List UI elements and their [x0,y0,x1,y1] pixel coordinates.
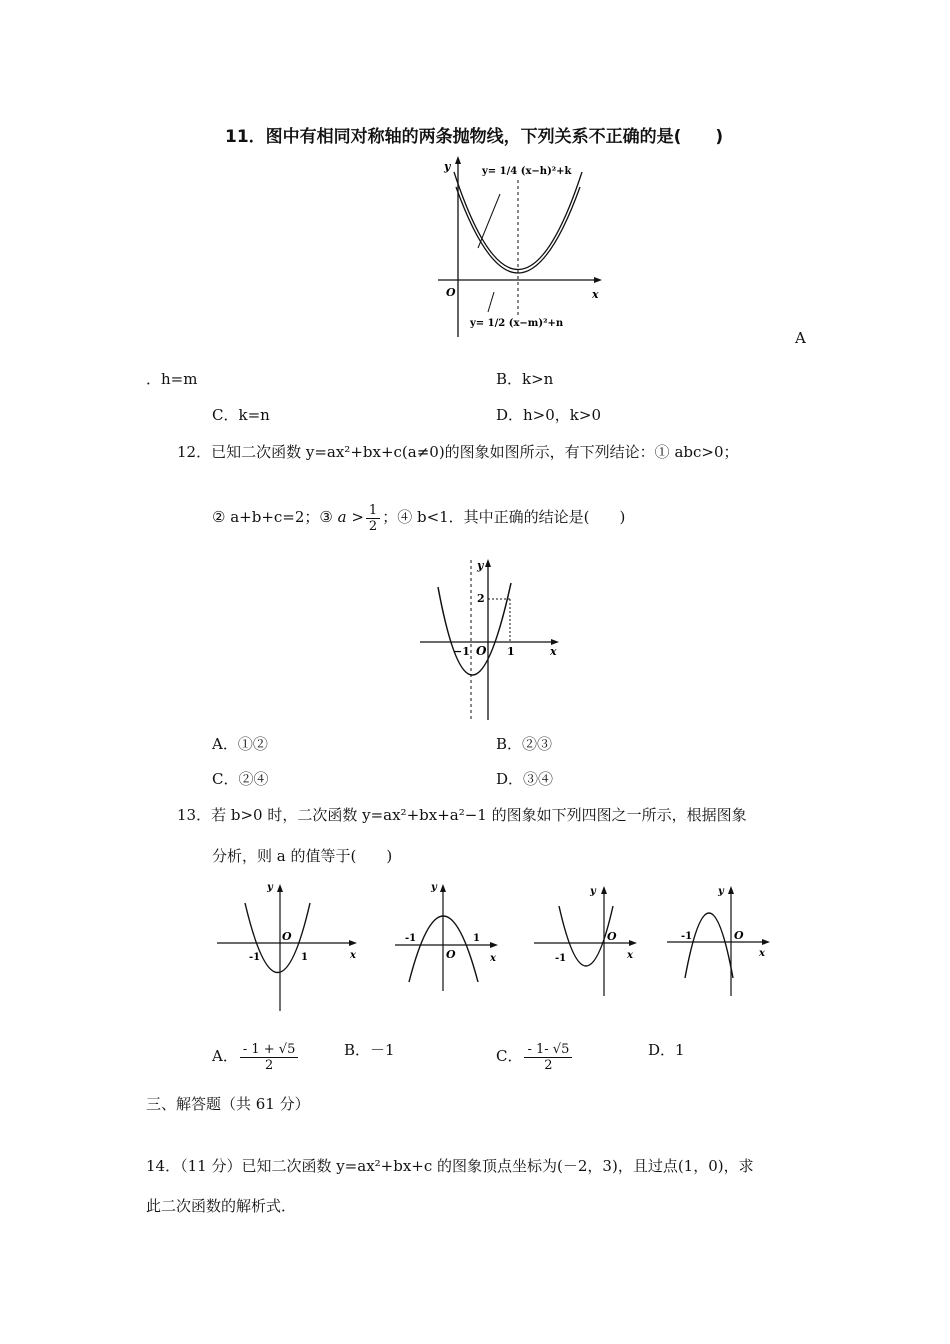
q12-figure [415,555,565,725]
q13-g4-x-label: x [759,948,765,959]
q13-option-d: D．1 [648,1041,685,1059]
q14-line1: 14．（11 分）已知二次函数 y=ax²+bx+c 的图象顶点坐标为(－2，3)，且过点(1，0)，求 [146,1157,754,1175]
q11-figure [428,152,608,342]
q13-option-c [496,1039,574,1073]
q12-fraction [366,503,380,534]
q13-g3-neg1: -1 [555,953,567,964]
q13-option-a-num: - 1 + √5 [240,1042,299,1058]
q13-g2-neg1: -1 [405,933,417,944]
q12-origin-label: O [476,644,487,658]
q13-option-a-fraction [240,1042,299,1073]
q13-g2-x-label: x [490,953,496,964]
q11-stem: 11．图中有相同对称轴的两条抛物线，下列关系不正确的是( ) [225,127,724,147]
q13-g3-origin: O [607,930,617,943]
q12-option-a: A．①② [212,735,268,753]
q13-graph-2 [393,876,503,996]
q12-label-neg1: −1 [453,645,470,658]
q12-line1: 12．已知二次函数 y=ax²+bx+c(a≠0)的图象如图所示，有下列结论：① abc>0； [177,443,739,461]
q13-graph-3 [532,876,642,1001]
q11-origin-label: O [446,286,456,299]
q13-option-c-num: - 1- √5 [524,1042,572,1058]
q13-line2: 分析，则 a 的值等于( ) [212,847,393,865]
q12-label-1: 1 [507,645,515,658]
q13-option-c-den: 2 [544,1057,553,1073]
q13-option-a [212,1039,300,1073]
q11-curve2-label: y= 1/2 (x−m)²+n [470,318,564,329]
q11-option-c: C．k=n [212,406,270,424]
q13-g4-origin: O [734,929,744,942]
q12-line2-part1: ② a+b+c=2；③ [212,508,333,526]
q11-option-b: B．k>n [496,370,554,388]
q11-y-label: y [444,160,451,173]
q12-fraction-num: 1 [366,503,380,519]
q13-option-c-letter: C． [496,1047,523,1065]
q14-line2: 此二次函数的解析式． [146,1197,297,1215]
q13-g1-pos1: 1 [301,952,308,963]
q12-fraction-den: 2 [368,518,378,534]
q13-option-c-fraction [524,1042,572,1073]
q12-line2-part2: ；④ b<1．其中正确的结论是( ) [382,508,626,526]
q13-option-a-letter: A． [212,1047,238,1065]
q13-line1: 13．若 b>0 时，二次函数 y=ax²+bx+a²−1 的图象如下列四图之一所示，根据图象 [177,806,747,824]
q13-g4-y-label: y [718,886,724,897]
q12-label-2: 2 [477,592,485,605]
q13-option-a-den: 2 [264,1057,274,1073]
section-3-heading: 三、解答题（共 61 分） [146,1095,310,1113]
q13-graph-1 [212,876,362,1016]
q13-g3-x-label: x [627,950,633,961]
q11-x-label: x [592,288,599,301]
q12-option-b: B．②③ [496,735,553,753]
q13-option-b: B．－1 [344,1041,395,1059]
q13-g2-origin: O [446,948,456,961]
q11-option-d: D．h>0，k>0 [496,406,602,424]
q12-x-label: x [550,645,557,658]
q13-g1-neg1: -1 [249,952,261,963]
q12-line2: ② a+b+c=2；③ a > $\frac{1}{2}$ ；④ b<1．其中正确的结论是( ) [212,502,626,534]
q12-y-label: y [477,559,484,572]
q13-graph-4 [665,876,775,1001]
q12-option-d: D．③④ [496,770,554,788]
q11-curve1-label: y= 1/4 (x−h)²+k [482,166,572,177]
q13-g3-y-label: y [590,886,596,897]
q11-option-a-letter: A [795,329,806,347]
q11-option-a: ．h=m [146,370,198,388]
q13-g4-neg1: -1 [681,931,693,942]
q13-g2-pos1: 1 [473,933,480,944]
q12-option-c: C．②④ [212,770,269,788]
q13-g1-y-label: y [267,882,273,893]
q13-g1-x-label: x [350,950,356,961]
q13-g1-origin: O [282,930,292,943]
q13-g2-y-label: y [431,882,437,893]
